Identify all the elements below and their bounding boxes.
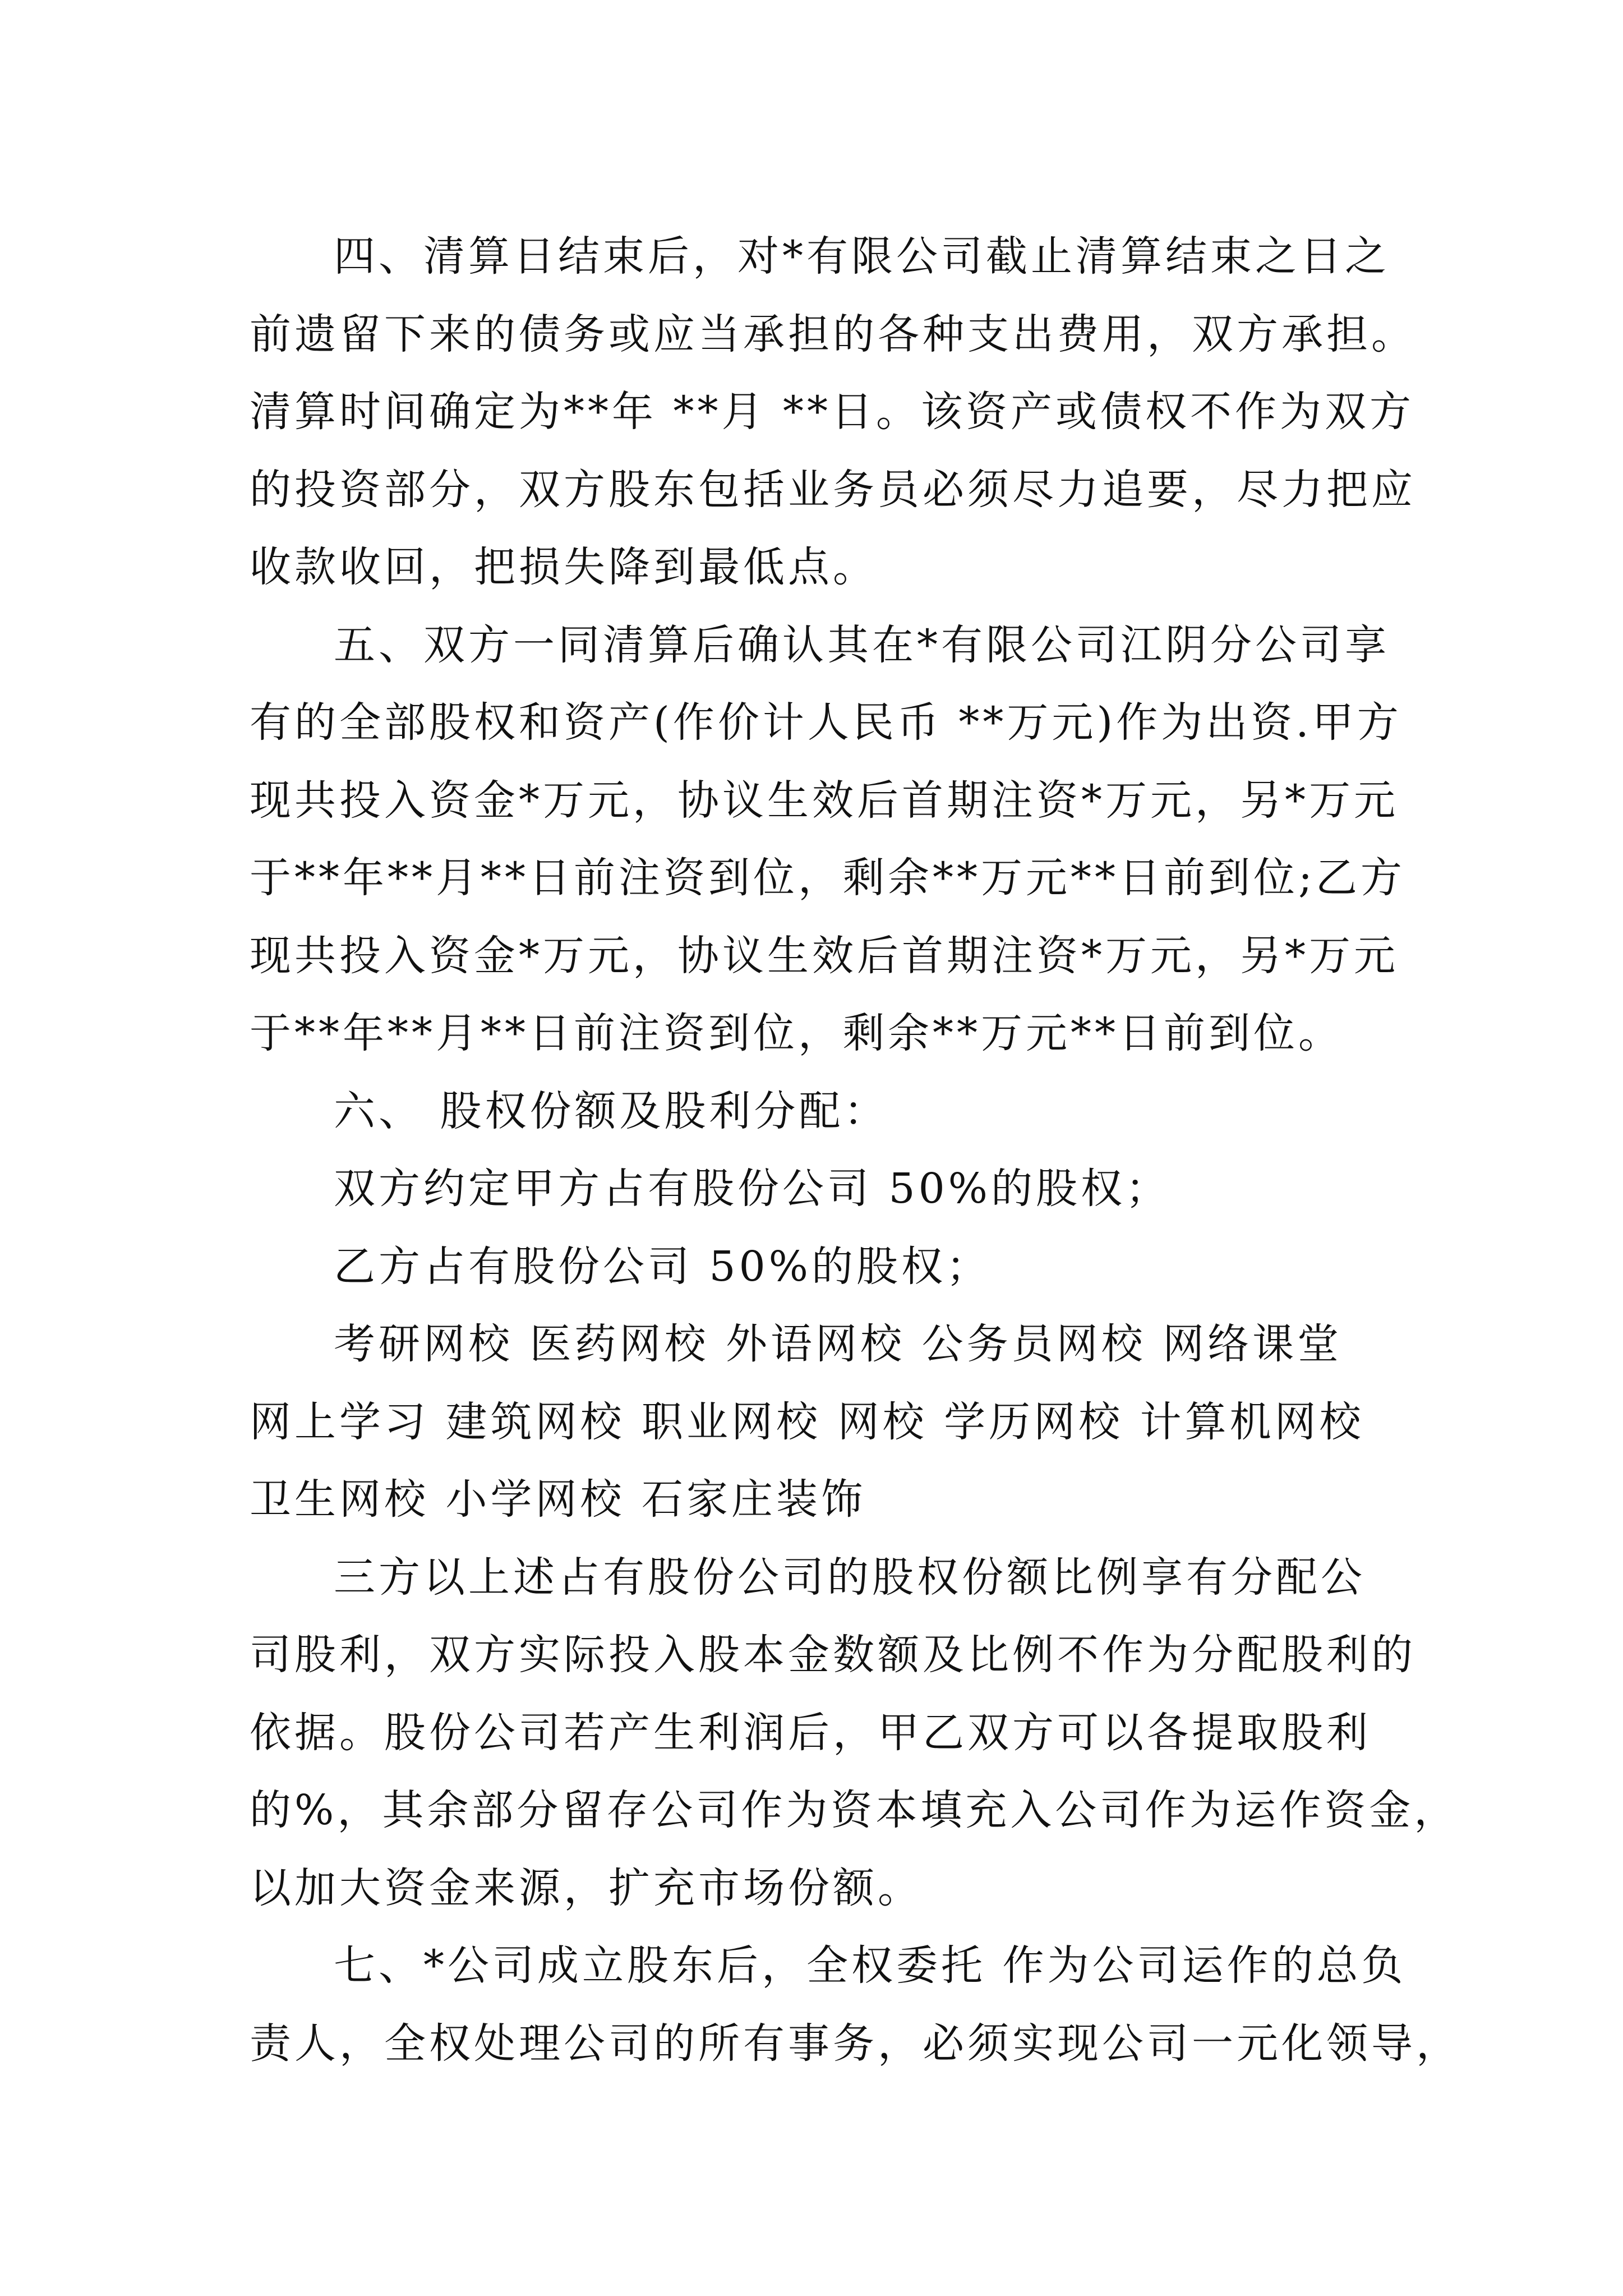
text-line: 以加大资金来源，扩充市场份额。 (250, 1864, 923, 1912)
paragraph-4 (250, 218, 1416, 606)
paragraph-6 (250, 1073, 1377, 1306)
links-paragraph (250, 1305, 1377, 1539)
paragraph-5 (250, 606, 1405, 1073)
text-line: 的%，其余部分留存公司作为资本填充入公司作为运作资金， (250, 1786, 1459, 1834)
text-line: 考研网校 医药网校 外语网校 公务员网校 网络课堂 (334, 1320, 1343, 1368)
text-line: 现共投入资金*万元，协议生效后首期注资*万元，另*万元 (250, 931, 1399, 980)
text-line: 的投资部分，双方股东包括业务员必须尽力追要，尽力把应 (250, 465, 1416, 514)
text-line: 前遗留下来的债务或应当承担的各种支出费用，双方承担。 (250, 310, 1416, 358)
text-line: 于**年**月**日前注资到位，剩余**万元**日前到位。 (250, 1009, 1343, 1057)
section-heading: 六、 股权份额及股利分配： (334, 1087, 889, 1135)
text-line: 卫生网校 小学网校 石家庄装饰 (250, 1475, 866, 1524)
text-line: 双方约定甲方占有股份公司 50%的股权； (334, 1165, 1170, 1213)
text-line: 网上学习 建筑网校 职业网校 网校 学历网校 计算机网校 (250, 1397, 1364, 1446)
text-line: 收款收回，把损失降到最低点。 (250, 543, 878, 591)
text-line: 乙方占有股份公司 50%的股权； (334, 1242, 991, 1291)
text-line: 七、*公司成立股东后，全权委托 作为公司运作的总负 (334, 1941, 1407, 1990)
text-line: 依据。股份公司若产生利润后，甲乙双方可以各提取股利 (250, 1708, 1371, 1757)
text-line: 现共投入资金*万元，协议生效后首期注资*万元，另*万元 (250, 776, 1399, 825)
text-line: 司股利，双方实际投入股本金数额及比例不作为分配股利的 (250, 1631, 1416, 1679)
paragraph-7 (250, 1927, 1461, 2082)
document-body (250, 218, 1461, 2082)
text-line: 清算时间确定为**年 **月 **日。该资产或债权不作为双方 (250, 388, 1415, 436)
text-line: 四、清算日结束后，对*有限公司截止清算结束之日之 (334, 232, 1390, 280)
paragraph-dividend (250, 1539, 1459, 1927)
text-line: 五、双方一同清算后确认其在*有限公司江阴分公司享 (334, 620, 1390, 669)
text-line: 有的全部股权和资产(作价计人民币 **万元)作为出资.甲方 (250, 698, 1402, 747)
text-line: 三方以上述占有股份公司的股权份额比例享有分配公 (334, 1553, 1366, 1602)
text-line: 责人，全权处理公司的所有事务，必须实现公司一元化领导， (250, 2019, 1461, 2068)
text-line: 于**年**月**日前注资到位，剩余**万元**日前到位;乙方 (250, 854, 1405, 902)
